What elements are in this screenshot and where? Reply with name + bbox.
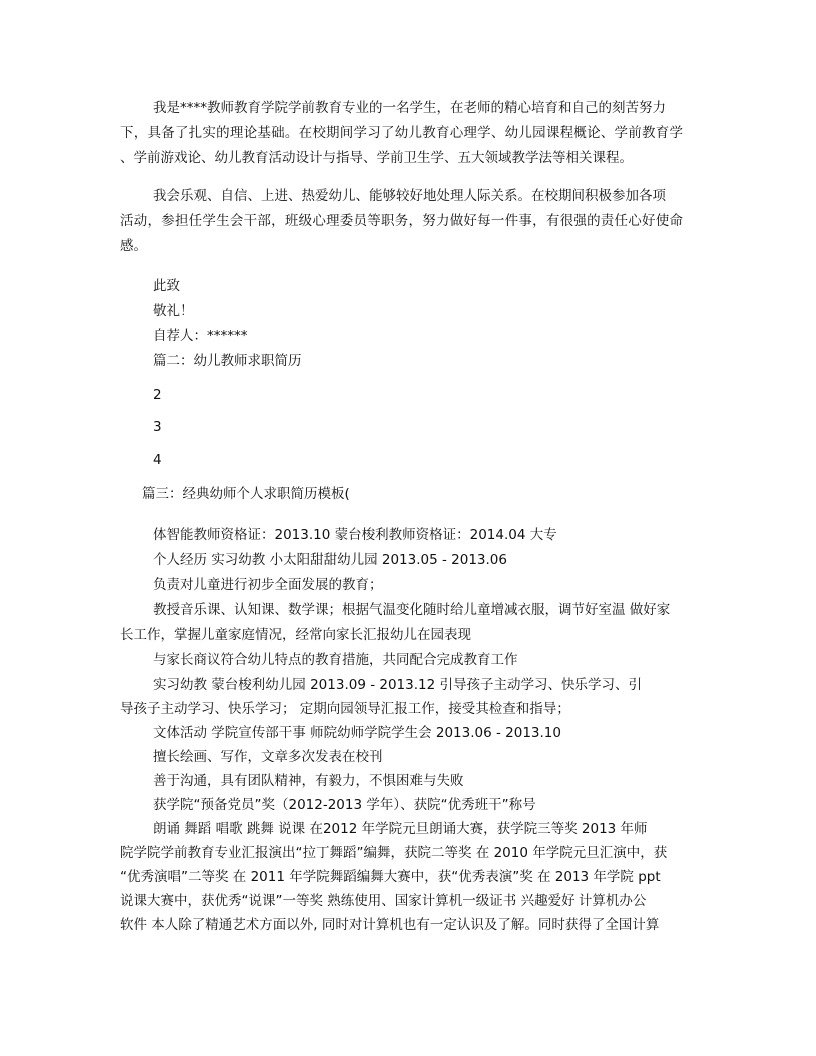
resume-line-9: 文体活动 学院宣传部干事 师院幼师学院学生会 2013.06 - 2013.10 — [153, 725, 561, 741]
resume-line-11: 善于沟通，具有团队精神，有毅力，不惧困难与失败 — [153, 773, 464, 789]
resume-line-3: 负责对儿童进行初步全面发展的教育； — [153, 577, 383, 593]
recommender-signature: 自荐人：****** — [153, 328, 248, 344]
intro-p1-line-1: 我是****教师教育学院学前教育专业的一名学生，在老师的精心培育和自己的刻苦努力 — [153, 100, 666, 116]
part3-title: 篇三：经典幼师个人求职简历模板( — [142, 486, 350, 502]
resume-line-12: 获学院“预备党员”奖（2012-2013 学年）、获院“优秀班干”称号 — [153, 797, 536, 813]
list-number-4: 4 — [153, 452, 162, 468]
intro-p2-line-1: 我会乐观、自信、上进、热爱幼儿、能够较好地处理人际关系。在校期间积极参加各项 — [153, 188, 666, 204]
list-number-2: 2 — [153, 387, 162, 403]
resume-line-4: 教授音乐课、认知课、数学课；根据气温变化随时给儿童增减衣服，调节好室温 做好家 — [153, 602, 671, 618]
resume-line-13: 朗诵 舞蹈 唱歌 跳舞 说课 在2012 年学院元旦朗诵大赛，获学院三等奖 2013 年师 — [153, 821, 648, 837]
resume-line-2: 个人经历 实习幼教 小太阳甜甜幼儿园 2013.05 - 2013.06 — [153, 552, 507, 568]
part2-title: 篇二：幼儿教师求职简历 — [153, 353, 302, 369]
resume-line-10: 擅长绘画、写作，文章多次发表在校刊 — [153, 749, 383, 765]
list-number-3: 3 — [153, 419, 162, 435]
resume-line-15: “优秀演唱”二等奖 在 2011 年学院舞蹈编舞大赛中，获“优秀表演”奖 在 2013 年学院 ppt — [120, 869, 661, 885]
resume-line-6: 与家长商议符合幼儿特点的教育措施，共同配合完成教育工作 — [153, 652, 518, 668]
closing-jing-li: 敬礼！ — [153, 303, 194, 319]
intro-p2-line-2: 活动，参担任学生会干部，班级心理委员等职务，努力做好每一件事，有很强的责任心好使命 — [120, 213, 683, 229]
intro-p2-line-3: 感。 — [120, 238, 147, 254]
resume-line-1: 体智能教师资格证：2013.10 蒙台梭利教师资格证：2014.04 大专 — [153, 527, 557, 543]
intro-p1-line-2: 下，具备了扎实的理论基础。在校期间学习了幼儿教育心理学、幼儿园课程概论、学前教育学 — [120, 125, 683, 141]
resume-line-14: 院学院学前教育专业汇报演出“拉丁舞蹈”编舞，获院二等奖 在 2010 年学院元旦汇演中，获 — [120, 845, 668, 861]
resume-line-7: 实习幼教 蒙台梭利幼儿园 2013.09 - 2013.12 引导孩子主动学习、快乐学习、引 — [153, 677, 642, 693]
resume-line-17: 软件 本人除了精通艺术方面以外, 同时对计算机也有一定认识及了解。同时获得了全国计算 — [120, 917, 660, 933]
resume-line-5: 长工作，掌握儿童家庭情况，经常向家长汇报幼儿在园表现 — [120, 627, 471, 643]
resume-line-8: 导孩子主动学习、快乐学习； 定期向园领导汇报工作，接受其检查和指导； — [120, 701, 570, 717]
intro-p1-line-3: 、学前游戏论、幼儿教育活动设计与指导、学前卫生学、五大领域教学法等相关课程。 — [120, 150, 633, 166]
closing-ci-zhi: 此致 — [153, 278, 180, 294]
resume-line-16: 说课大赛中，获优秀“说课”一等奖 熟练使用、国家计算机一级证书 兴趣爱好 计算机办公 — [120, 893, 647, 909]
